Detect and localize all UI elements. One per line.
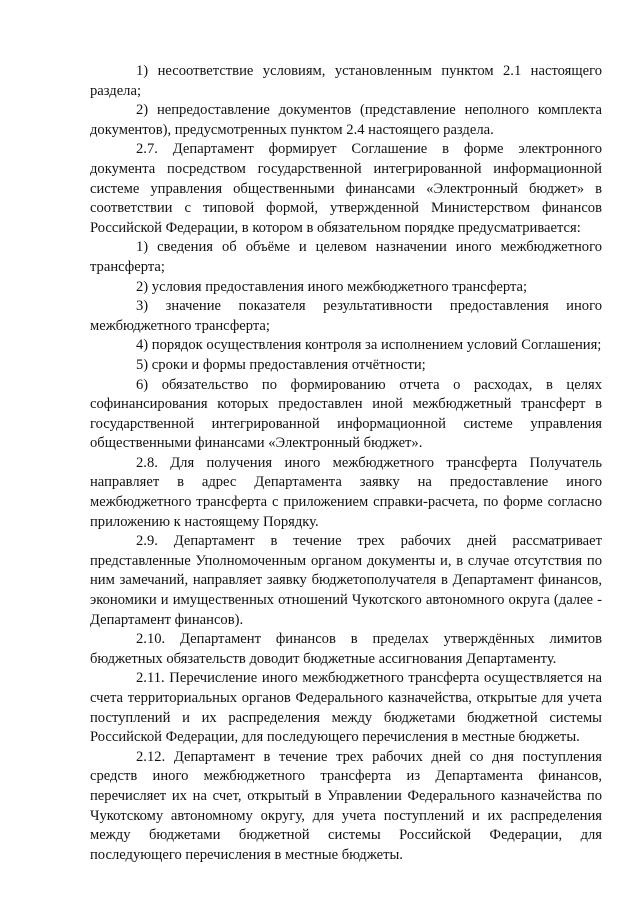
list-item-control: 4) порядок осуществления контроля за исполнением условий Соглашения;: [136, 337, 602, 354]
paragraph-2-10: 2.10. Департамент финансов в пределах утверждённых лимитов бюджетных обязательств доводит бюджетные ассигнования Департаменту.: [90, 631, 602, 667]
list-item-report-obligation: 6) обязательство по формированию отчета о расходах, в целях софинансирования которых предоставлен иной межбюджетный трансферт в государственной интегрированной информационной системе управления общественными финансами «Электронный бюджет».: [90, 376, 602, 452]
paragraph-item-2-missing-docs: 2) непредоставление документов (представление неполного комплекта документов), предусмотренных пунктом 2.4 настоящего раздела.: [90, 102, 602, 138]
paragraph-2-12: 2.12. Департамент в течение трех рабочих дней со дня поступления средств иного межбюджетного трансферта из Департамента финансов, перечисляет их на счет, открытый в Управлении Федерального казначейства по Чукотскому автономному округу, для учета поступлений и их распределения между бюджетами бюджетной системы Российской Федерации, для последующего перечисления в местные бюджеты.: [90, 748, 602, 863]
list-item-reporting: 5) сроки и формы предоставления отчётности;: [136, 356, 426, 373]
paragraph-2-9: 2.9. Департамент в течение трех рабочих дней рассматривает представленные Уполномоченным органом документы и, в случае отсутствия по ним замечаний, направляет заявку бюджетополучателя в Департамент финансов, экономики и имущественных отношений Чукотского автономного округа (далее - Департамент финансов).: [90, 533, 602, 628]
list-item-conditions: 2) условия предоставления иного межбюджетного трансферта;: [136, 278, 528, 295]
paragraph-2-8: 2.8. Для получения иного межбюджетного трансферта Получатель направляет в адрес Департамента заявку на предоставление иного межбюджетного трансферта с приложением справки-расчета, по форме согласно приложению к настоящему Порядку.: [90, 454, 602, 530]
list-item-volume: 1) сведения об объёме и целевом назначении иного межбюджетного трансферта;: [90, 239, 602, 275]
document-page: [90, 62, 602, 865]
paragraph-2-11: 2.11. Перечисление иного межбюджетного трансферта осуществляется на счета территориальных органов Федерального казначейства, открытые для учета поступлений и их распределения между бюджетами бюджетной системы Российской Федерации, для последующего перечисления в местные бюджеты.: [90, 670, 602, 746]
paragraph-item-1-mismatch: 1) несоответствие условиям, установленным пунктом 2.1 настоящего раздела;: [90, 63, 602, 99]
list-item-indicator: 3) значение показателя результативности предоставления иного межбюджетного трансферта;: [90, 298, 602, 334]
paragraph-2-7: 2.7. Департамент формирует Соглашение в форме электронного документа посредством государственной интегрированной информационной системе управления общественными финансами «Электронный бюджет» в соответствии с типовой формой, утвержденной Министерством финансов Российской Федерации, в котором в обязательном порядке предусматривается:: [90, 141, 602, 236]
